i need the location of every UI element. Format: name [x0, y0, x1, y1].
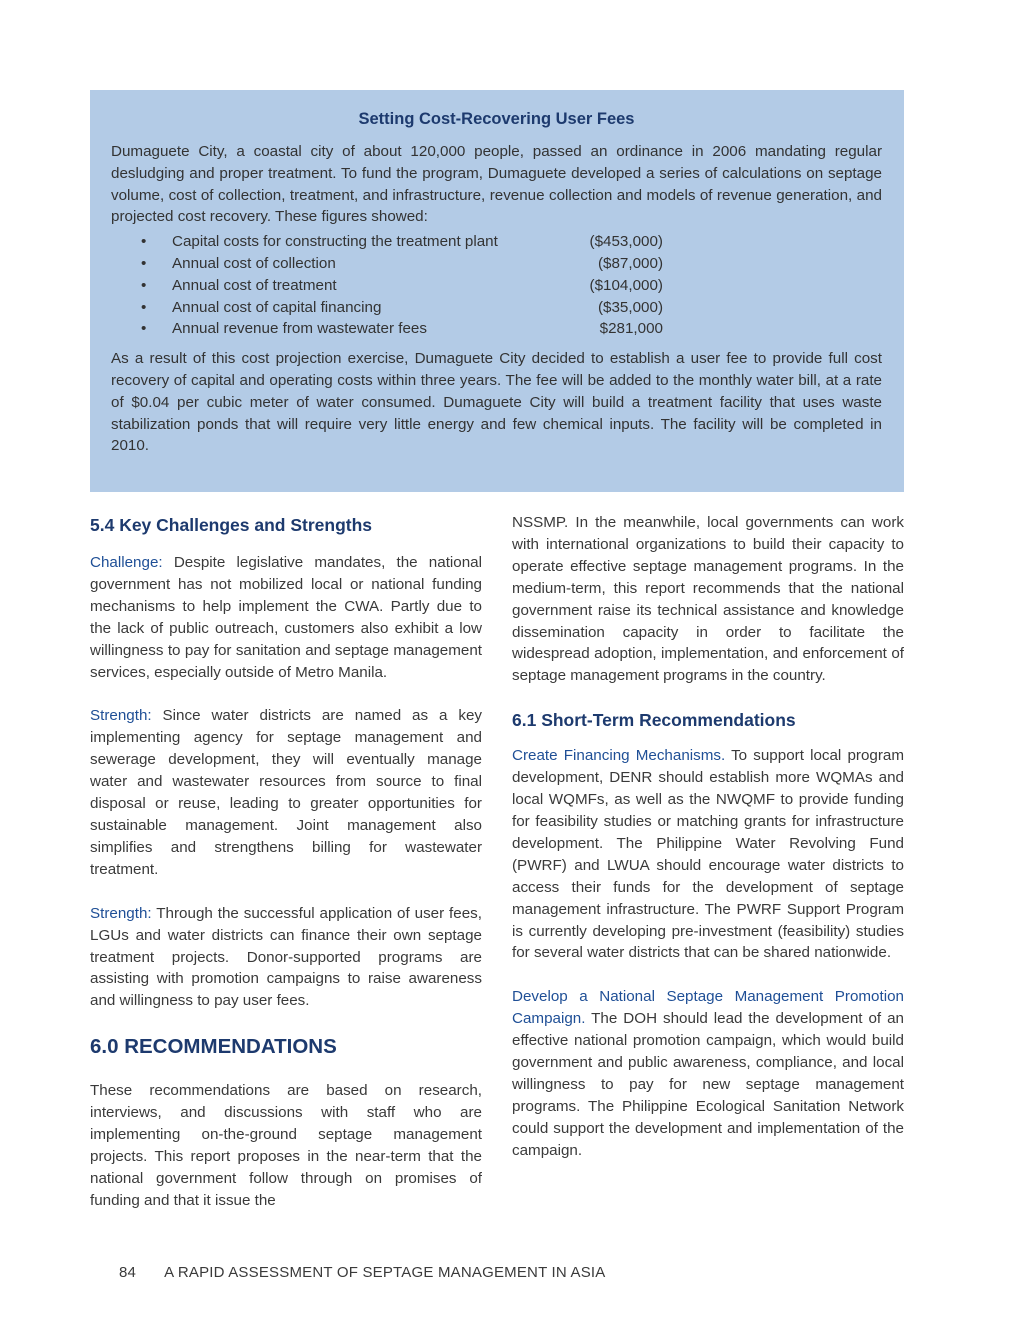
cost-item-label: Annual revenue from wastewater fees — [172, 320, 427, 338]
financing-lead: Create Financing Mechanisms. — [512, 747, 726, 765]
bullet-icon: • — [141, 320, 147, 338]
bullet-icon: • — [141, 298, 147, 316]
right-column — [512, 512, 904, 1162]
campaign-paragraph — [512, 986, 904, 1161]
recommendations-paragraph: These recommendations are based on research, interviews, and discussions with staff who are implementing on-the-ground septage management projects. This report proposes in the near-term that the national government follow through on promises of funding and that it issue the — [90, 1082, 482, 1209]
cost-item — [141, 318, 882, 340]
challenge-paragraph — [90, 552, 482, 683]
cost-item-amount: $281,000 — [599, 320, 663, 338]
strength-paragraph-1 — [90, 705, 482, 880]
sidebox-intro: Dumaguete City, a coastal city of about 120,000 people, passed an ordinance in 2006 mandating regular desludging and proper treatment. To fund the program, Dumaguete developed a series of calculations on septage volume, cost of collection, treatment, and infrastructure, revenue collection and models of revenue generation, and projected cost recovery. These figures showed: — [111, 143, 882, 226]
page-footer — [119, 1264, 605, 1281]
case-study-sidebox — [90, 90, 904, 492]
cost-list — [111, 231, 882, 340]
strength-text-2: Through the successful application of user fees, LGUs and water districts can finance their own septage treatment projects. Donor-supported programs are assisting with promotion campaigns to raise awareness and willingness to pay user fees. — [90, 904, 482, 1010]
section-heading-5-4: 5.4 Key Challenges and Strengths — [90, 515, 373, 535]
cost-item-amount: ($35,000) — [597, 298, 663, 316]
challenge-lead: Challenge: — [90, 554, 163, 571]
running-title: A RAPID ASSESSMENT OF SEPTAGE MANAGEMENT IN ASIA — [164, 1264, 606, 1281]
campaign-text: The DOH should lead the development of an effective national promotion campaign, which would build government and public awareness, compliance, and local willingness to pay for new septage management programs. The Philippine Ecological Sanitation Network could support the development and implementation of the campaign. — [512, 1010, 904, 1159]
cost-item-label: Annual cost of capital financing — [172, 298, 382, 316]
financing-text: To support local program development, DENR should establish more WQMAs and local WQMFs, as well as the NWQMF to provide funding for feasibility studies or matching grants for infrastructure development. The Philippine Water Revolving Fund (PWRF) and LWUA should encourage water districts to access their funds for the development of septage management infrastructure. The PWRF Support Program is currently developing pre-investment (feasibility) studies for several water districts that can be shared nationwide. — [512, 747, 904, 962]
cost-item-amount: ($87,000) — [597, 254, 663, 272]
sidebox-conclusion: As a result of this cost projection exercise, Dumaguete City decided to establish a user fee to provide full cost recovery of capital and operating costs within three years. The fee will be added to the monthly water bill, at a rate of $0.04 per cubic meter of water consumed. Dumaguete City will build a treatment facility that uses waste stabilization ponds that will require very little energy and few chemical inputs. The facility will be completed in 2010. — [111, 350, 882, 455]
cost-item — [141, 231, 882, 253]
bullet-icon: • — [141, 276, 147, 294]
strength-paragraph-2 — [90, 903, 482, 1013]
bullet-icon: • — [141, 254, 147, 272]
cost-item-label: Annual cost of collection — [172, 254, 336, 272]
strength-lead-2: Strength: — [90, 904, 152, 922]
cost-item-label: Annual cost of treatment — [172, 276, 337, 294]
campaign-lead: Develop a National Septage Management Promotion Campaign. — [512, 988, 904, 1028]
challenge-text: Despite legislative mandates, the national government has not mobilized local or national funding mechanisms to help implement the CWA. Partly due to the lack of public outreach, customers also exhibit a low willingness to pay for sanitation and septage management services, especially outside of Metro Manila. — [90, 554, 482, 681]
cost-item — [141, 275, 882, 297]
left-column — [90, 512, 482, 1212]
cost-item-amount: ($104,000) — [589, 276, 663, 294]
strength-text-1: Since water districts are named as a key implementing agency for septage management and sewerage development, they will eventually manage water and wastewater resources from source to final disposal or reuse, leading to greater opportunities for sustainable management. Joint management also simplifies and strengthens billing for wastewater treatment. — [90, 707, 482, 878]
section-heading-6-0: 6.0 RECOMMENDATIONS — [90, 1035, 337, 1059]
bullet-icon: • — [141, 233, 147, 251]
page-number: 84 — [119, 1264, 137, 1281]
strength-lead-1: Strength: — [90, 707, 152, 725]
section-heading-6-1: 6.1 Short-Term Recommendations — [512, 710, 796, 731]
continuation-paragraph: NSSMP. In the meanwhile, local governments can work with international organizations to build their capacity to operate effective septage management programs. In the medium-term, this report recommends that the national government raise its technical assistance and knowledge dissemination capacity in order to facilitate the widespread adoption, implementation, and enforcement of septage management programs in the country. — [512, 514, 904, 685]
cost-item — [141, 253, 882, 275]
cost-item — [141, 297, 882, 319]
cost-item-label: Capital costs for constructing the treatment plant — [172, 233, 498, 251]
financing-paragraph — [512, 745, 904, 964]
cost-item-amount: ($453,000) — [589, 233, 663, 251]
sidebox-title: Setting Cost-Recovering User Fees — [358, 110, 635, 128]
